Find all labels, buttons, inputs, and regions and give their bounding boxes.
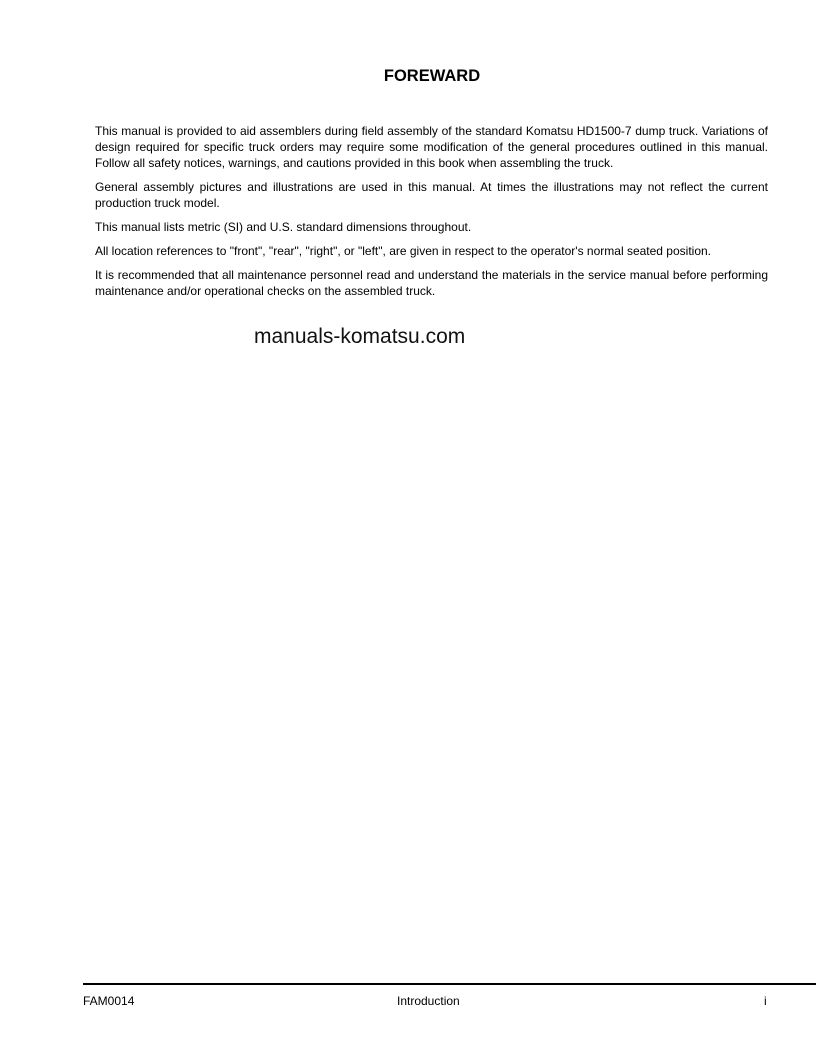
paragraph: This manual lists metric (SI) and U.S. standard dimensions throughout. [95, 220, 472, 234]
footer-rule [83, 983, 816, 985]
footer-page-number: i [764, 994, 767, 1008]
paragraph: It is recommended that all maintenance personnel read and understand the materials in the service manual before performing maintenance and/or operational checks on the assembled truck. [95, 268, 768, 298]
paragraph: All location references to "front", "rear", "right", or "left", are given in respect to the operator's normal seated position. [95, 244, 712, 258]
foreword-body [95, 123, 768, 307]
watermark: manuals-komatsu.com [254, 325, 466, 348]
paragraph: General assembly pictures and illustrations are used in this manual. At times the illustrations may not reflect the current production truck model. [95, 180, 768, 210]
footer-doc-code: FAM0014 [83, 994, 135, 1008]
footer-section: Introduction [397, 994, 460, 1008]
paragraph: This manual is provided to aid assemblers during field assembly of the standard Komatsu HD1500-7 dump truck. Variations of design required for specific truck orders may require some modification of the general procedures outlined in this manual. Follow all safety notices, warnings, and cautions provided in this book when assembling the truck. [95, 124, 768, 170]
page-title: FOREWARD [383, 67, 481, 85]
